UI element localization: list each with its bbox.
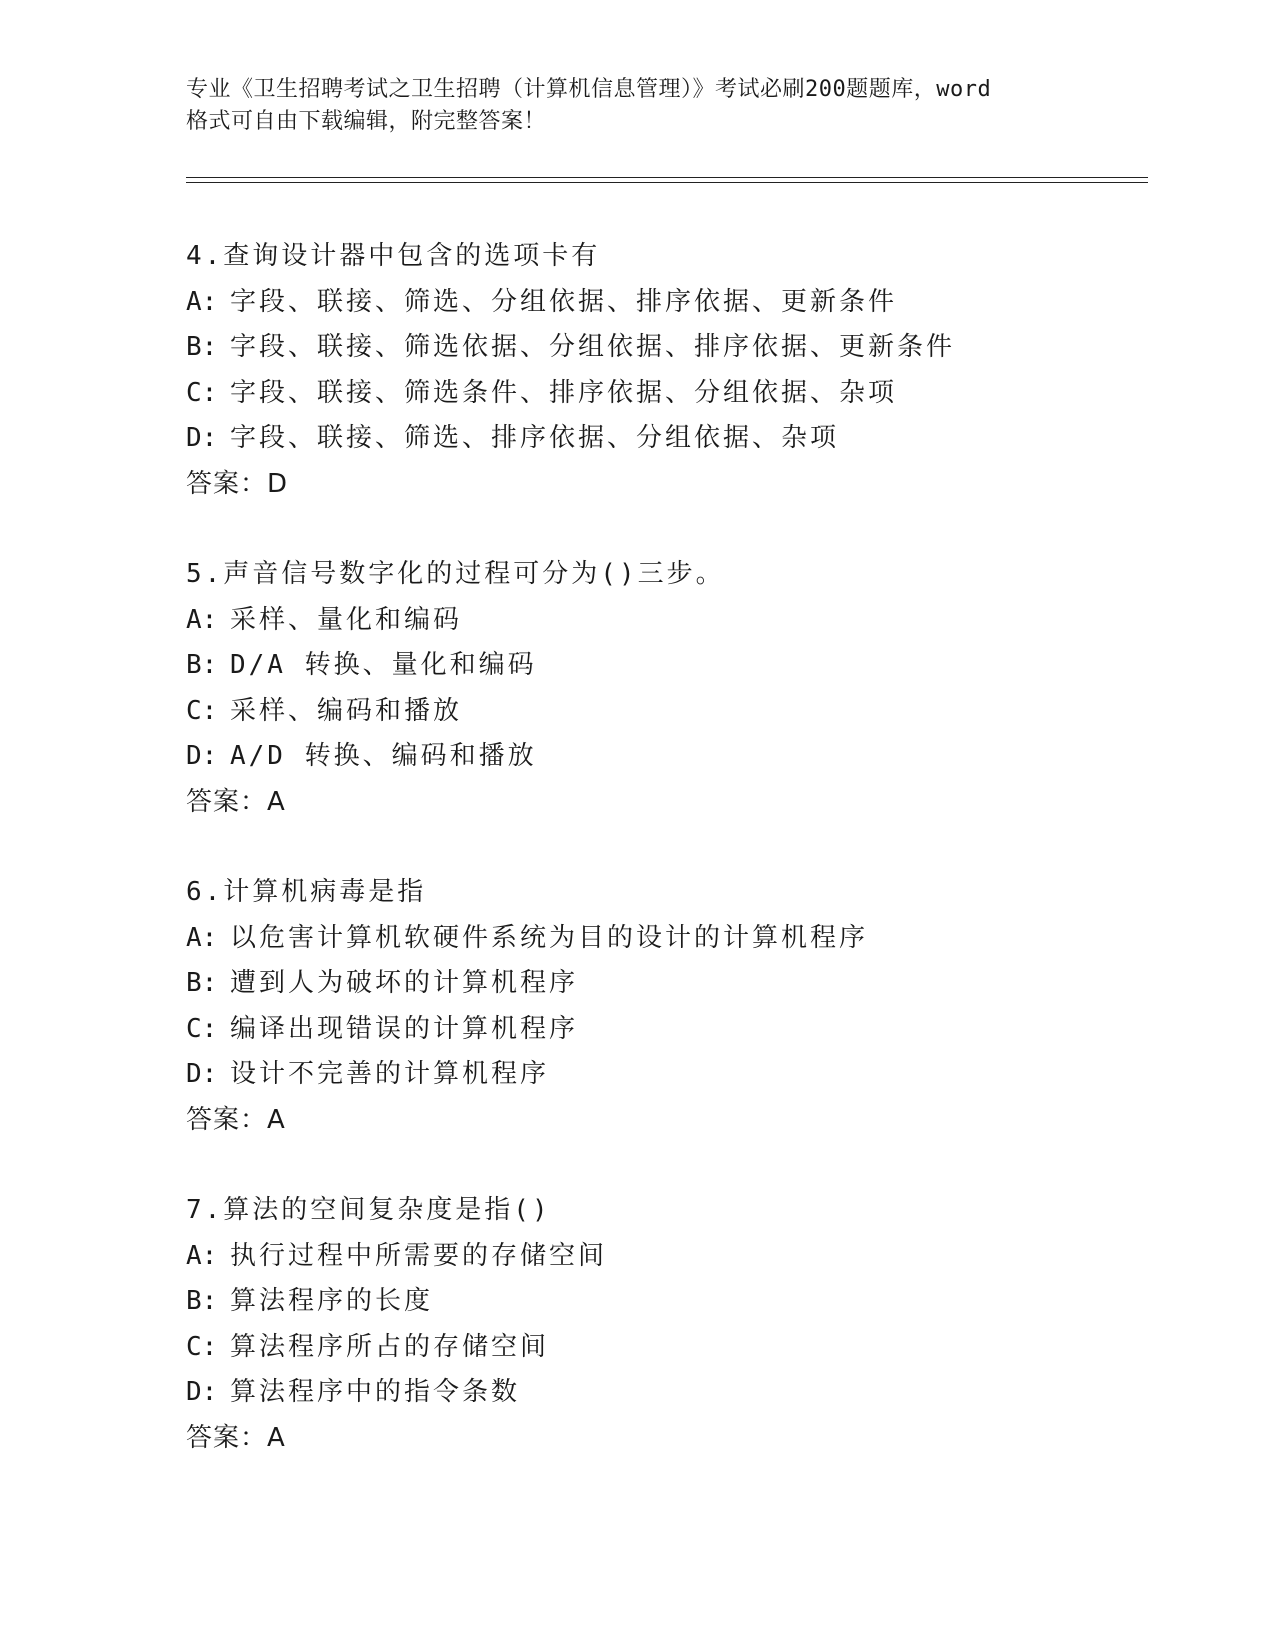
option-text: A/D 转换、编码和播放 [230, 741, 537, 771]
option-c [186, 689, 1166, 735]
option-text: 算法程序中的指令条数 [230, 1377, 521, 1407]
option-text: 以危害计算机软硬件系统为目的设计的计算机程序 [230, 922, 869, 953]
question-list [186, 234, 1166, 1506]
answer-label: 答案：A [186, 1104, 286, 1135]
option-key: C: [186, 1331, 218, 1362]
option-key: C: [186, 695, 218, 726]
option-text: 执行过程中所需要的存储空间 [230, 1240, 608, 1271]
option-text: 算法程序所占的存储空间 [230, 1331, 550, 1362]
option-key: C: [186, 1013, 218, 1044]
option-d [186, 416, 1166, 462]
header-title-line-2: 格式可自由下载编辑，附完整答案！ [186, 109, 547, 134]
option-text: 设计不完善的计算机程序 [230, 1059, 550, 1089]
option-text: 算法程序的长度 [230, 1286, 434, 1316]
option-text: 采样、量化和编码 [230, 604, 463, 635]
question-stem: 7.算法的空间复杂度是指() [186, 1195, 551, 1225]
option-key: B: [186, 1286, 218, 1316]
question-5 [186, 552, 1166, 870]
option-d [186, 734, 1166, 780]
option-c [186, 1007, 1166, 1053]
option-key: D: [186, 1377, 218, 1407]
option-a [186, 1234, 1166, 1280]
header-divider-bottom [186, 182, 1148, 183]
option-text: 遭到人为破坏的计算机程序 [230, 968, 579, 998]
option-key: A: [186, 604, 218, 635]
option-key: A: [186, 286, 218, 317]
option-b [186, 961, 1166, 1007]
option-b [186, 1279, 1166, 1325]
option-key: C: [186, 377, 218, 408]
option-key: B: [186, 332, 218, 362]
option-a [186, 280, 1166, 326]
question-4 [186, 234, 1166, 552]
option-text: 字段、联接、筛选依据、分组依据、排序依据、更新条件 [230, 332, 956, 362]
answer-label: 答案：D [186, 468, 289, 499]
question-stem: 6.计算机病毒是指 [186, 877, 427, 907]
option-key: D: [186, 423, 218, 453]
option-a [186, 916, 1166, 962]
option-key: A: [186, 1240, 218, 1271]
option-b [186, 325, 1166, 371]
answer-label: 答案：A [186, 786, 286, 817]
question-stem: 5.声音信号数字化的过程可分为()三步。 [186, 559, 725, 589]
option-text: 字段、联接、筛选、分组依据、排序依据、更新条件 [230, 286, 898, 317]
answer-label: 答案：A [186, 1422, 286, 1453]
header-divider-top [186, 177, 1148, 178]
option-b [186, 643, 1166, 689]
option-d [186, 1052, 1166, 1098]
option-a [186, 598, 1166, 644]
option-key: B: [186, 968, 218, 998]
option-c [186, 371, 1166, 417]
question-7 [186, 1188, 1166, 1506]
option-key: B: [186, 650, 218, 680]
question-stem: 4.查询设计器中包含的选项卡有 [186, 241, 601, 271]
question-6 [186, 870, 1166, 1188]
option-text: D/A 转换、量化和编码 [230, 650, 537, 680]
option-text: 字段、联接、筛选、排序依据、分组依据、杂项 [230, 423, 840, 453]
option-c [186, 1325, 1166, 1371]
header-title-line-1: 专业《卫生招聘考试之卫生招聘（计算机信息管理）》考试必刷200题题库，word [186, 77, 992, 102]
option-d [186, 1370, 1166, 1416]
option-text: 采样、编码和播放 [230, 695, 463, 726]
option-key: D: [186, 1059, 218, 1089]
option-key: A: [186, 922, 218, 953]
option-text: 编译出现错误的计算机程序 [230, 1013, 579, 1044]
option-key: D: [186, 741, 218, 771]
option-text: 字段、联接、筛选条件、排序依据、分组依据、杂项 [230, 377, 898, 408]
document-header [186, 74, 1106, 138]
